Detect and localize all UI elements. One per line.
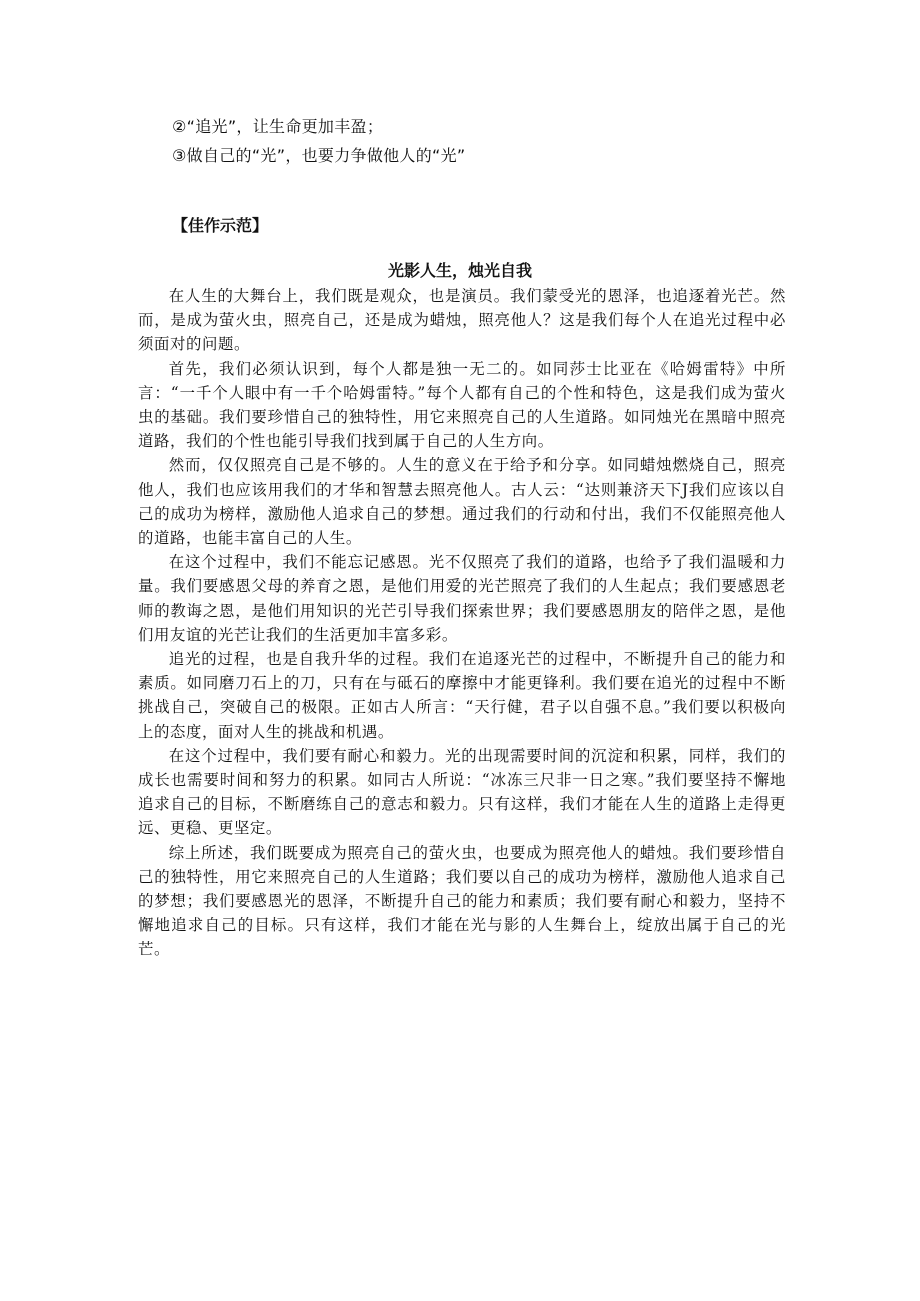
essay-paragraph: 在人生的大舞台上，我们既是观众，也是演员。我们蒙受光的恩泽，也追逐着光芒。然而，是成为萤火虫，照亮自己，还是成为蜡烛，照亮他人？这是我们每个人在追光过程中必须面对的问题。	[138, 287, 786, 354]
point-item-2: ②“追光”，让生命更加丰盈；	[172, 117, 384, 136]
section-heading: 【佳作示范】	[172, 216, 269, 235]
essay-paragraph: 然而，仅仅照亮自己是不够的。人生的意义在于给予和分享。如同蜡烛燃烧自己，照亮他人，我们也应该用我们的才华和智慧去照亮他人。古人云：“达则兼济天下J我们应该以自己的成功为榜样，激励他人追求自己的梦想。通过我们的行动和付出，我们不仅能照亮他人的道路，也能丰富自己的人生。	[138, 456, 786, 548]
essay-paragraph: 在这个过程中，我们要有耐心和毅力。光的出现需要时间的沉淀和积累，同样，我们的成长也需要时间和努力的积累。如同古人所说：“冰冻三尺非一日之寒。”我们要坚持不懈地追求自己的目标，不断磨练自己的意志和毅力。只有这样，我们才能在人生的道路上走得更远、更稳、更坚定。	[138, 746, 786, 838]
essay-title: 光影人生，烛光自我	[387, 261, 532, 280]
essay-paragraph: 在这个过程中，我们不能忘记感恩。光不仅照亮了我们的道路，也给予了我们温暖和力量。我们要感恩父母的养育之恩，是他们用爱的光芒照亮了我们的人生起点；我们要感恩老师的教诲之恩，是他们用知识的光芒引导我们探索世界；我们要感恩朋友的陪伴之恩，是他们用友谊的光芒让我们的生活更加丰富多彩。	[138, 553, 786, 644]
point-item-3: ③做自己的“光”，也要力争做他人的“光”	[172, 146, 466, 165]
essay-paragraph: 首先，我们必须认识到，每个人都是独一无二的。如同莎士比亚在《哈姆雷特》中所言：“一千个人眼中有一千个哈姆雷特。”每个人都有自己的个性和特色，这是我们成为萤火虫的基础。我们要珍惜自己的独特性，用它来照亮自己的人生道路。如同烛光在黑暗中照亮道路，我们的个性也能引导我们找到属于自己的人生方向。	[138, 359, 786, 451]
essay-paragraph: 追光的过程，也是自我升华的过程。我们在追逐光芒的过程中，不断提升自己的能力和素质。如同磨刀石上的刀，只有在与砥石的摩擦中才能更锋利。我们要在追光的过程中不断挑战自己，突破自己的极限。正如古人所言：“天行健，君子以自强不息。”我们要以积极向上的态度，面对人生的挑战和机遇。	[138, 650, 786, 741]
essay-paragraph: 综上所述，我们既要成为照亮自己的萤火虫，也要成为照亮他人的蜡烛。我们要珍惜自己的独特性，用它来照亮自己的人生道路；我们要以自己的成功为榜样，激励他人追求自己的梦想；我们要感恩光的恩泽，不断提升自己的能力和素质；我们要有耐心和毅力，坚持不懈地追求自己的目标。只有这样，我们才能在光与影的人生舞台上，绽放出属于自己的光芒。	[138, 843, 786, 959]
essay-body	[138, 284, 786, 962]
